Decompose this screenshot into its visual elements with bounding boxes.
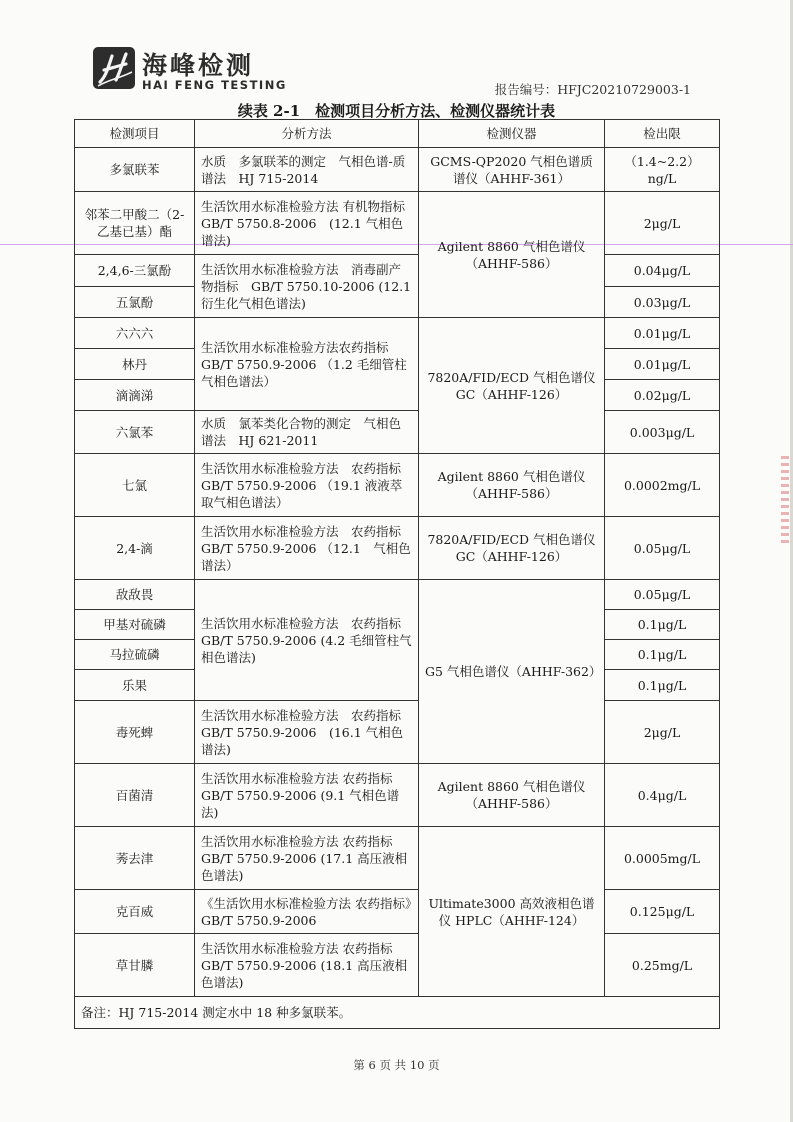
report-number: 报告编号：HFJC20210729003-1 (494, 82, 691, 97)
method-cell: 水质 氯苯类化合物的测定 气相色谱法 HJ 621-2011 (195, 411, 419, 454)
limit-cell: 0.4μg/L (605, 764, 720, 827)
method-cell: 生活饮用水标准检验方法农药指标 GB/T 5750.9-2006 （1.2 毛细管柱气相色谱法） (195, 318, 419, 411)
method-cell: 生活饮用水标准检验方法 农药指标 GB/T 5750.9-2006 (9.1 气相色谱法) (195, 764, 419, 827)
header-method: 分析方法 (195, 120, 419, 148)
instrument-cell: Ultimate3000 高效液相色谱仪 HPLC（AHHF-124） (419, 827, 605, 997)
table-row (75, 764, 720, 827)
method-cell: 生活饮用水标准检验方法 农药指标 GB/T 5750.9-2006 （12.1 气相色谱法） (195, 517, 419, 580)
instrument-cell: Agilent 8860 气相色谱仪（AHHF-586） (419, 192, 605, 318)
limit-cell: 0.05μg/L (605, 517, 720, 580)
limit-cell: 2μg/L (605, 701, 720, 764)
table-note: 备注：HJ 715-2014 测定水中 18 种多氯联苯。 (75, 997, 720, 1029)
method-cell: 生活饮用水标准检验方法 农药指标 GB/T 5750.9-2006 (17.1 高压液相色谱法) (195, 827, 419, 890)
table-row (75, 318, 720, 349)
limit-cell: 0.1μg/L (605, 610, 720, 640)
item-cell: 马拉硫磷 (75, 640, 195, 670)
item-cell: 毒死蜱 (75, 701, 195, 764)
header-limit: 检出限 (605, 120, 720, 148)
table-row (75, 411, 720, 454)
table-row (75, 580, 720, 610)
instrument-cell: G5 气相色谱仪（AHHF-362） (419, 580, 605, 764)
limit-cell: 0.0002mg/L (605, 454, 720, 517)
method-cell: 生活饮用水标准检验方法 农药指标 GB/T 5750.9-2006 (18.1 高压液相色谱法) (195, 934, 419, 997)
item-cell: 多氯联苯 (75, 148, 195, 192)
method-cell: 生活饮用水标准检验方法 农药指标 GB/T 5750.9-2006 (16.1 气相色谱法) (195, 701, 419, 764)
item-cell: 邻苯二甲酸二（2-乙基已基）酯 (75, 192, 195, 255)
table-row (75, 192, 720, 255)
table-title: 续表 2-1 检测项目分析方法、检测仪器统计表 (237, 102, 556, 120)
header-instrument: 检测仪器 (419, 120, 605, 148)
item-cell: 敌敌畏 (75, 580, 195, 610)
method-cell: 水质 多氯联苯的测定 气相色谱-质谱法 HJ 715-2014 (195, 148, 419, 192)
item-cell: 2,4,6-三氯酚 (75, 255, 195, 287)
limit-cell: 0.05μg/L (605, 580, 720, 610)
item-cell: 莠去津 (75, 827, 195, 890)
method-cell: 生活饮用水标准检验方法 有机物指标 GB/T 5750.8-2006 (12.1 气相色谱法) (195, 192, 419, 255)
item-cell: 草甘膦 (75, 934, 195, 997)
item-cell: 六六六 (75, 318, 195, 349)
limit-cell: 0.125μg/L (605, 890, 720, 934)
limit-cell: （1.4~2.2）ng/L (605, 148, 720, 192)
limit-cell: 0.003μg/L (605, 411, 720, 454)
limit-cell: 0.0005mg/L (605, 827, 720, 890)
item-cell: 五氯酚 (75, 287, 195, 318)
instrument-cell: GCMS-QP2020 气相色谱质谱仪（AHHF-361） (419, 148, 605, 192)
item-cell: 七氯 (75, 454, 195, 517)
table-row (75, 148, 720, 192)
table-row (75, 934, 720, 997)
item-cell: 甲基对硫磷 (75, 610, 195, 640)
limit-cell: 0.01μg/L (605, 318, 720, 349)
note-row (75, 997, 720, 1029)
limit-cell: 0.1μg/L (605, 640, 720, 670)
page-number: 第 6 页 共 10 页 (353, 1058, 440, 1072)
table-row (75, 454, 720, 517)
limit-cell: 2μg/L (605, 192, 720, 255)
limit-cell: 0.02μg/L (605, 380, 720, 411)
instrument-cell: 7820A/FID/ECD 气相色谱仪 GC（AHHF-126） (419, 318, 605, 454)
logo-english-name: HAI FENG TESTING (142, 78, 287, 92)
limit-cell: 0.25mg/L (605, 934, 720, 997)
table-row (75, 517, 720, 580)
stamp-bleed (781, 456, 789, 546)
method-cell: 《生活饮用水标准检验方法 农药指标》GB/T 5750.9-2006 (195, 890, 419, 934)
item-cell: 克百威 (75, 890, 195, 934)
table-row (75, 890, 720, 934)
item-cell: 乐果 (75, 670, 195, 701)
instrument-cell: 7820A/FID/ECD 气相色谱仪 GC（AHHF-126） (419, 517, 605, 580)
item-cell: 六氯苯 (75, 411, 195, 454)
method-cell: 生活饮用水标准检验方法 农药指标 GB/T 5750.9-2006 (4.2 毛细管柱气相色谱法) (195, 580, 419, 701)
table-row (75, 255, 720, 287)
table-header-row (75, 120, 720, 148)
company-logo (92, 44, 342, 94)
table-row (75, 701, 720, 764)
limit-cell: 0.04μg/L (605, 255, 720, 287)
limit-cell: 0.1μg/L (605, 670, 720, 701)
header-item: 检测项目 (75, 120, 195, 148)
limit-cell: 0.03μg/L (605, 287, 720, 318)
item-cell: 2,4-滴 (75, 517, 195, 580)
logo-chinese-name: 海峰检测 (142, 51, 255, 80)
methods-table (74, 119, 720, 1029)
limit-cell: 0.01μg/L (605, 349, 720, 380)
item-cell: 滴滴涕 (75, 380, 195, 411)
item-cell: 百菌清 (75, 764, 195, 827)
method-cell: 生活饮用水标准检验方法 农药指标 GB/T 5750.9-2006 （19.1 液液萃取气相色谱法） (195, 454, 419, 517)
instrument-cell: Agilent 8860 气相色谱仪（AHHF-586） (419, 764, 605, 827)
method-cell: 生活饮用水标准检验方法 消毒副产物指标 GB/T 5750.10-2006 (12.1 衍生化气相色谱法) (195, 255, 419, 318)
instrument-cell: Agilent 8860 气相色谱仪（AHHF-586） (419, 454, 605, 517)
logo-badge-icon (92, 46, 136, 90)
item-cell: 林丹 (75, 349, 195, 380)
table-row (75, 827, 720, 890)
